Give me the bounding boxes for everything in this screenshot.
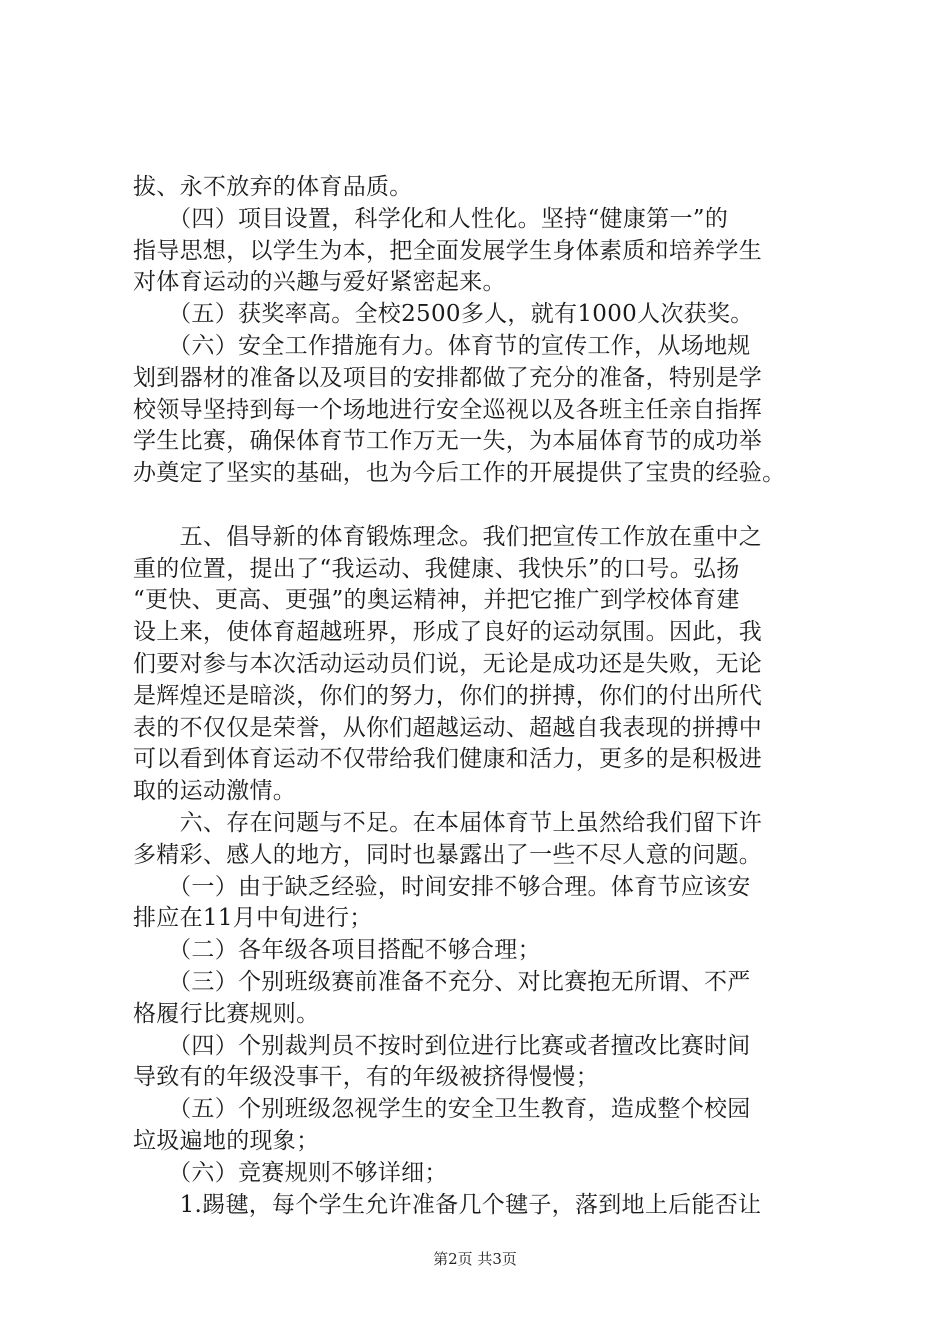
text-line: “更快、更高、更强”的奥运精神，并把它推广到学校体育建 (133, 587, 740, 614)
text-line: 1.踢毽，每个学生允许准备几个毽子，落到地上后能否让 (133, 1191, 762, 1218)
page-number-footer: 第2页 共3页 (433, 1250, 517, 1268)
text-line: 设上来，使体育超越班界，形成了良好的运动氛围。因此，我 (133, 619, 763, 646)
text-line: （六）竞赛规则不够详细； (133, 1159, 448, 1186)
text-line: 垃圾遍地的现象； (133, 1127, 320, 1154)
text-line: 排应在11月中旬进行； (133, 905, 373, 932)
text-line: 格履行比赛规则。 (133, 1000, 320, 1027)
paragraph-gap (133, 490, 833, 522)
text-line: 五、倡导新的体育锻炼理念。我们把宣传工作放在重中之 (133, 523, 763, 550)
text-line: 是辉煌还是暗淡，你们的努力，你们的拼搏，你们的付出所代 (133, 682, 763, 709)
text-line: 导致有的年级没事干，有的年级被挤得慢慢； (133, 1064, 599, 1091)
text-line: 取的运动激情。 (133, 778, 297, 805)
document-body (133, 172, 833, 1221)
text-line: （四）个别裁判员不按时到位进行比赛或者擅改比赛时间 (133, 1032, 751, 1059)
text-line: 可以看到体育运动不仅带给我们健康和活力，更多的是积极进 (133, 746, 763, 773)
text-line: （六）安全工作措施有力。体育节的宣传工作，从场地规 (133, 332, 751, 359)
text-line: 指导思想，以学生为本，把全面发展学生身体素质和培养学生 (133, 237, 763, 264)
text-line: （三）个别班级赛前准备不充分、对比赛抱无所谓、不严 (133, 968, 751, 995)
text-line: 表的不仅仅是荣誉，从你们超越运动、超越自我表现的拼搏中 (133, 714, 763, 741)
text-line: 拔、永不放弃的体育品质。 (133, 174, 413, 200)
text-line: （二）各年级各项目搭配不够合理； (133, 937, 541, 964)
text-line: 校领导坚持到每一个场地进行安全巡视以及各班主任亲自指挥 (133, 396, 763, 423)
text-line: （五）个别班级忽视学生的安全卫生教育，造成整个校园 (133, 1096, 751, 1123)
text-line: 学生比赛，确保体育节工作万无一失，为本届体育节的成功举 (133, 428, 763, 455)
text-line: 对体育运动的兴趣与爱好紧密起来。 (133, 269, 506, 296)
text-line: （一）由于缺乏经验，时间安排不够合理。体育节应该安 (133, 873, 751, 900)
text-line: 六、存在问题与不足。在本届体育节上虽然给我们留下许 (133, 809, 763, 836)
text-line: （五）获奖率高。全校2500多人，就有1000人次获奖。 (133, 301, 754, 328)
text-line: （四）项目设置，科学化和人性化。坚持“健康第一”的 (133, 205, 729, 232)
text-line: 划到器材的准备以及项目的安排都做了充分的准备，特别是学 (133, 364, 763, 391)
text-line: 多精彩、感人的地方，同时也暴露出了一些不尽人意的问题。 (133, 841, 763, 868)
text-line: 重的位置，提出了“我运动、我健康、我快乐”的口号。弘扬 (133, 555, 740, 582)
text-line: 们要对参与本次活动运动员们说，无论是成功还是失败，无论 (133, 650, 763, 677)
text-line: 办奠定了坚实的基础，也为今后工作的开展提供了宝贵的经验。 (133, 460, 786, 487)
